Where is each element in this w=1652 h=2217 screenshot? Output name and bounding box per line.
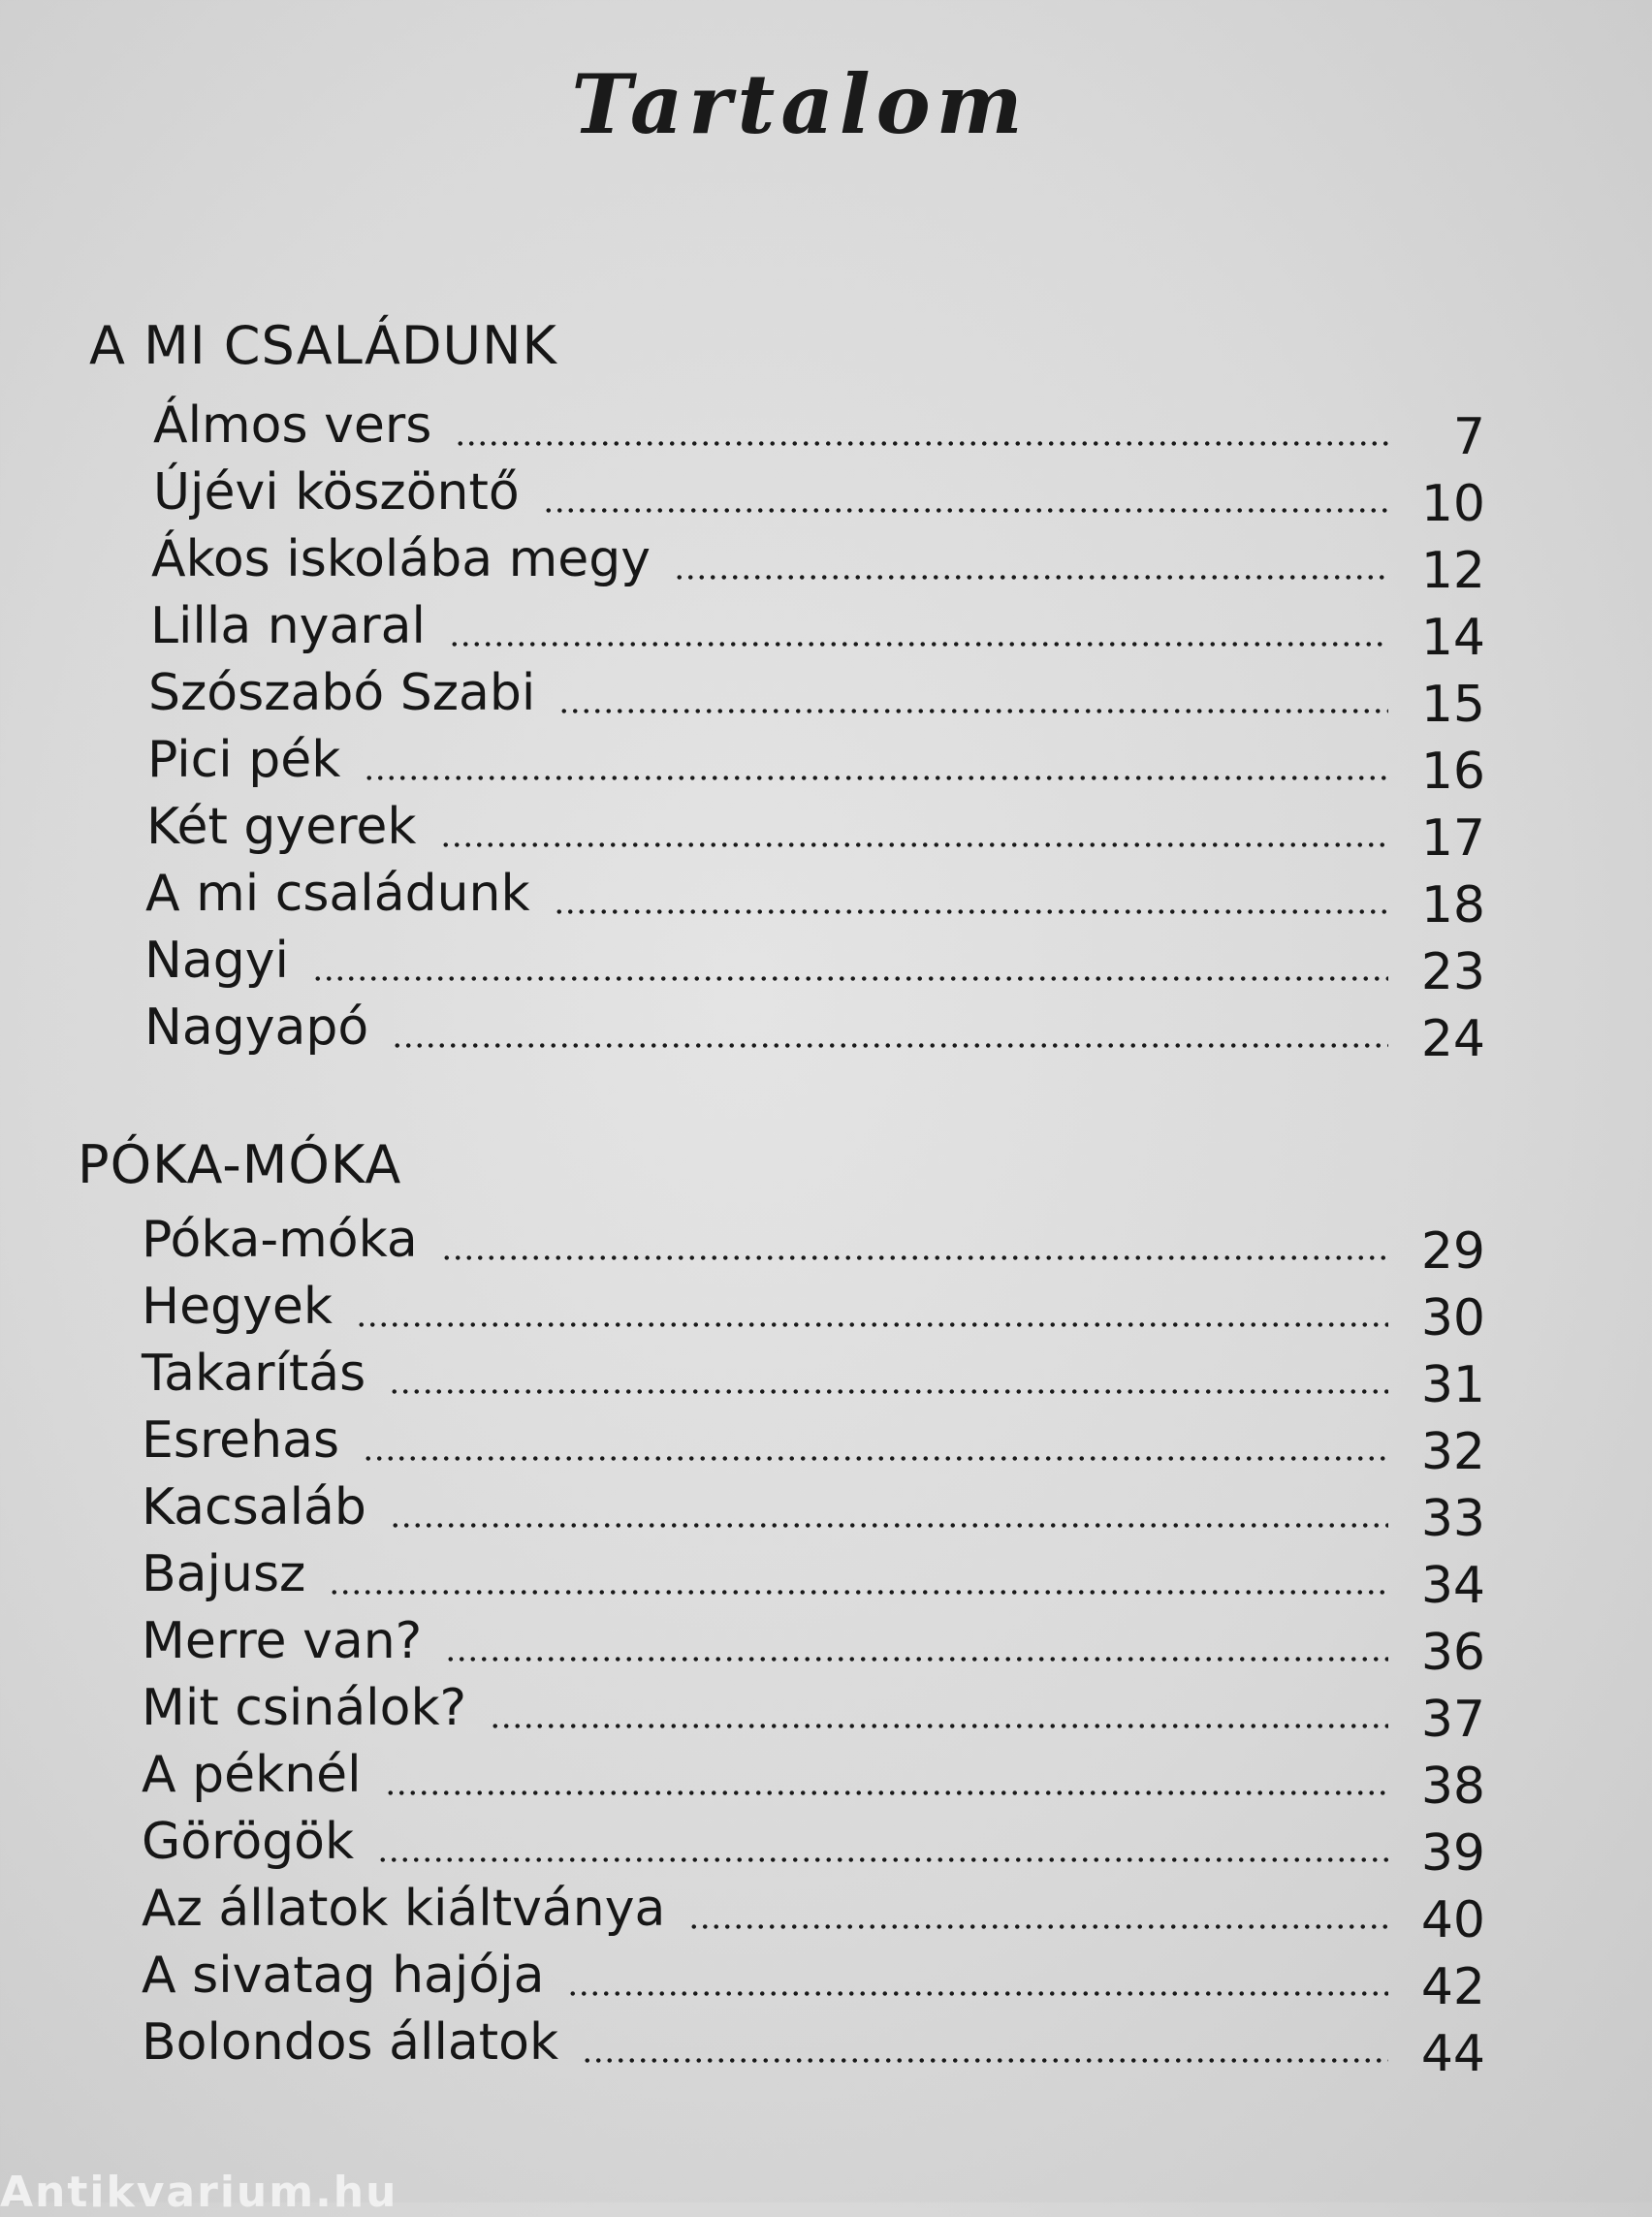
toc-entry-title: Újévi köszöntő [153,463,520,522]
toc-entry-title: Takarítás [142,1345,366,1403]
toc-entry [0,1670,1652,1749]
toc-entry-title: Pici pék [147,731,341,789]
toc-entry-page-number: 40 [1420,1891,1485,1949]
toc-entry-title: Bajusz [142,1545,306,1603]
toc-entry [0,1336,1652,1414]
toc-entry-title: Esrehas [142,1411,340,1470]
dot-leader [377,1813,1388,1871]
toc-entry-page-number: 24 [1420,1010,1485,1068]
toc-entry [0,522,1652,600]
toc-entry-title: Álmos vers [153,396,432,455]
dot-leader [389,1345,1388,1403]
toc-entry-title: Görögök [142,1813,355,1871]
toc-entry-page-number: 39 [1420,1824,1485,1883]
dot-leader [356,1278,1388,1336]
toc-entry [0,1737,1652,1816]
toc-entry-page-number: 17 [1420,809,1485,868]
toc-entry-page-number: 7 [1452,408,1485,466]
dot-leader [449,597,1388,655]
toc-entry [0,990,1652,1068]
toc-entry [0,789,1652,868]
dot-leader [364,731,1388,789]
toc-entry-title: A sivatag hajója [142,1947,545,2005]
toc-entry-title: Az állatok kiáltványa [142,1880,666,1938]
toc-entry-title: Bolondos állatok [142,2013,559,2072]
toc-entry [0,1804,1652,1883]
toc-list [0,388,1652,1068]
toc-entry-page-number: 34 [1420,1557,1485,1615]
toc-entry-page-number: 18 [1420,876,1485,934]
dot-leader [543,463,1388,522]
toc-entry [0,588,1652,667]
dot-leader [554,865,1388,923]
toc-entry-page-number: 32 [1420,1423,1485,1481]
toc-entry-page-number: 15 [1420,676,1485,734]
toc-entry-page-number: 10 [1420,475,1485,533]
toc-entry-page-number: 38 [1420,1758,1485,1816]
dot-leader [363,1411,1388,1470]
toc-entry-title: A mi családunk [145,865,530,923]
toc-entry [0,1871,1652,1949]
watermark: Antikvarium.hu [0,2168,398,2217]
toc-entry [0,923,1652,1001]
toc-entry-page-number: 42 [1420,1958,1485,2016]
toc-entry-page-number: 16 [1420,743,1485,801]
toc-entry-title: Kacsaláb [142,1478,366,1536]
toc-entry [0,655,1652,734]
toc-entry-title: Merre van? [142,1612,423,1670]
dot-leader [385,1746,1388,1804]
dot-leader [441,1211,1388,1269]
dot-leader [582,2013,1388,2072]
section-heading: PÓKA-MÓKA [78,1134,402,1195]
dot-leader [392,998,1388,1057]
toc-entry-page-number: 23 [1420,943,1485,1001]
toc-entry [0,1938,1652,2016]
toc-entry-title: Mit csinálok? [142,1679,467,1737]
toc-entry-page-number: 33 [1420,1490,1485,1548]
toc-entry-title: Hegyek [142,1278,333,1336]
dot-leader [390,1478,1388,1536]
toc-entry-title: Szószabó Szabi [148,664,536,722]
toc-entry [0,1269,1652,1347]
toc-entry-page-number: 30 [1420,1289,1485,1347]
toc-entry-page-number: 12 [1420,542,1485,600]
dot-leader [674,530,1388,588]
dot-leader [688,1880,1388,1938]
toc-entry-page-number: 36 [1420,1624,1485,1682]
toc-entry-title: Két gyerek [146,798,417,856]
toc-list [0,1202,1652,2083]
dot-leader [312,932,1388,990]
dot-leader [490,1679,1388,1737]
dot-leader [455,396,1388,455]
toc-entry-title: Ákos iskolába megy [151,530,651,588]
toc-entry [0,388,1652,466]
toc-entry-page-number: 37 [1420,1691,1485,1749]
dot-leader [329,1545,1388,1603]
toc-entry [0,722,1652,801]
toc-entry-page-number: 44 [1420,2025,1485,2083]
toc-entry [0,1403,1652,1481]
toc-entry-title: Nagyapó [144,998,369,1057]
dot-leader [558,664,1388,722]
toc-entry-title: A péknél [142,1746,362,1804]
toc-entry [0,856,1652,934]
toc-entry-title: Lilla nyaral [150,597,426,655]
dot-leader [567,1947,1388,2005]
dot-leader [440,798,1388,856]
toc-entry [0,1202,1652,1281]
dot-leader [445,1612,1388,1670]
toc-entry-page-number: 31 [1420,1356,1485,1414]
toc-entry-title: Póka-móka [142,1211,418,1269]
toc-entry [0,455,1652,533]
toc-entry-page-number: 29 [1420,1222,1485,1281]
toc-entry-page-number: 14 [1420,609,1485,667]
toc-entry [0,1470,1652,1548]
page-title: Tartalom [571,56,1029,152]
toc-entry [0,1603,1652,1682]
toc-entry [0,1536,1652,1615]
toc-entry-title: Nagyi [144,932,289,990]
toc-entry [0,2005,1652,2083]
section-heading: A MI CSALÁDUNK [89,315,557,376]
